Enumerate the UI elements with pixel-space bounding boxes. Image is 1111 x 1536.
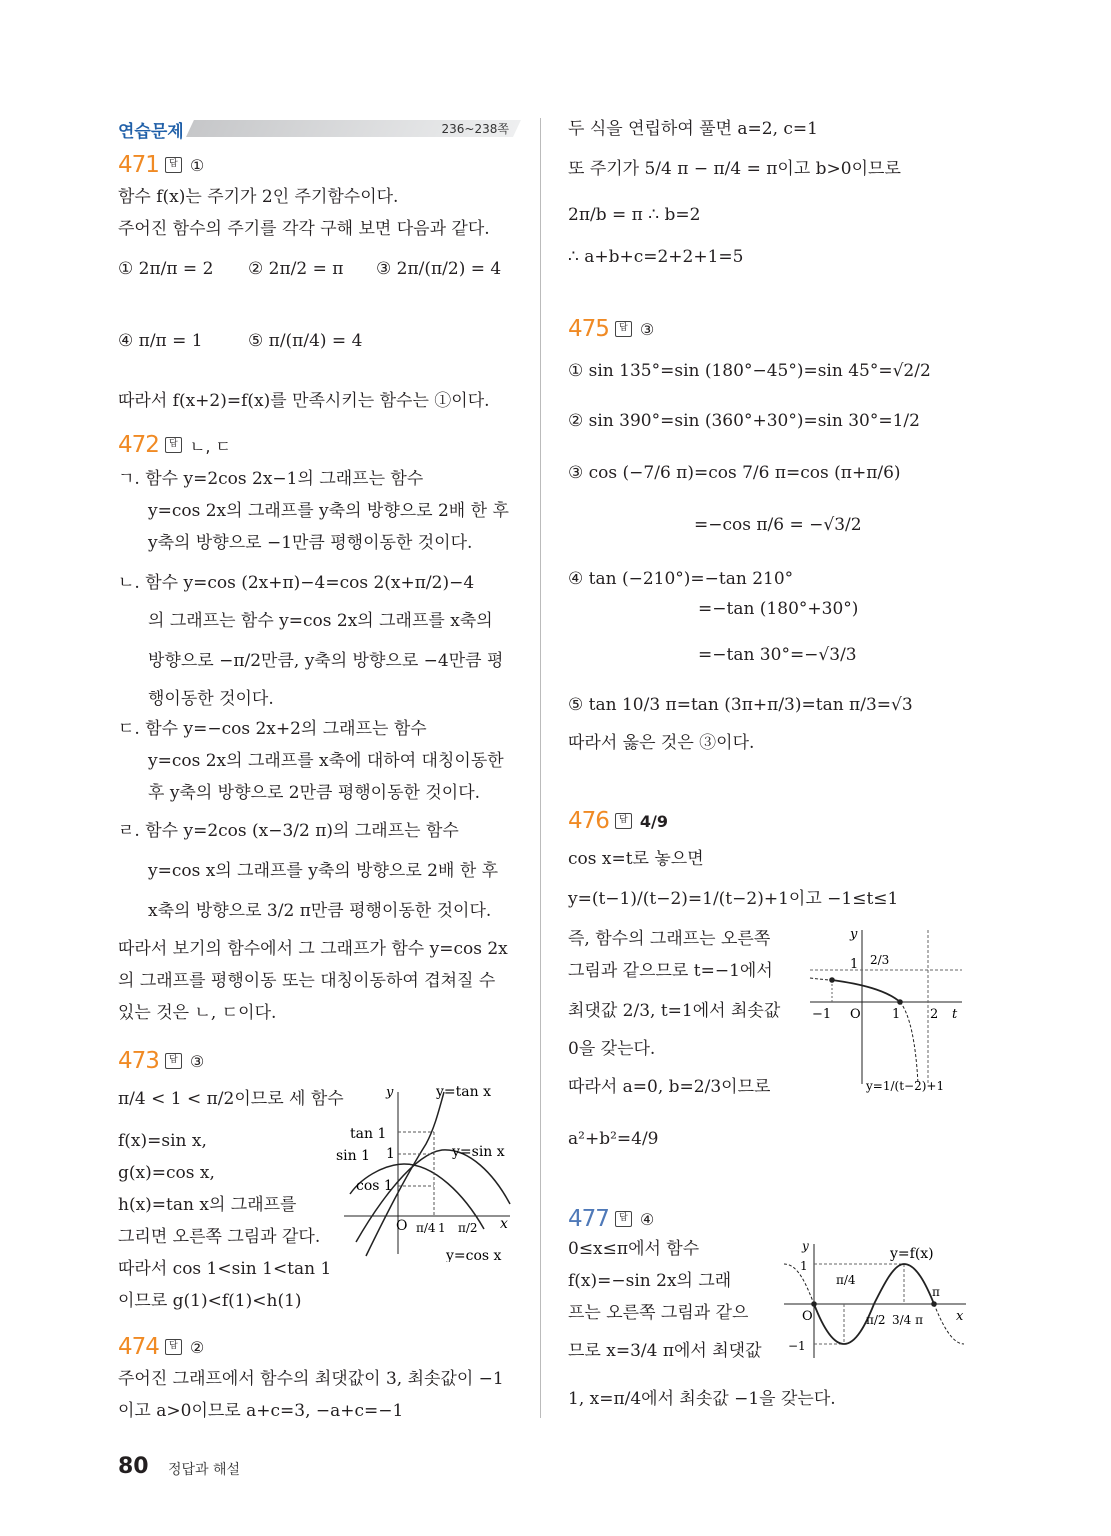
text-line: 있는 것은 ㄴ, ㄷ이다. [118, 1003, 277, 1023]
origin-label: O [802, 1309, 813, 1324]
text-line: 따라서 a=0, b=2/3이므로 [568, 1077, 771, 1097]
text-line: y=(t−1)/(t−2)=1/(t−2)+1이고 −1≤t≤1 [568, 889, 899, 909]
tan1-label: tan 1 [350, 1126, 387, 1142]
text-line: 2π/b = π ∴ b=2 [568, 205, 701, 225]
curve-dashed [900, 1002, 918, 1084]
text-line: ① sin 135°=sin (180°−45°)=sin 45°=√2/2 [568, 361, 931, 381]
text-line: y축의 방향으로 −1만큼 평행이동한 것이다. [148, 533, 473, 553]
text-line: π/4 < 1 < π/2이므로 세 함수 [118, 1089, 344, 1109]
answer: ③ [189, 1051, 205, 1071]
text-line: ③ cos (−7/6 π)=cos 7/6 π=cos (π+π/6) [568, 463, 901, 483]
text-line: ∴ a+b+c=2+2+1=5 [568, 247, 744, 267]
section-header [118, 117, 513, 142]
point [931, 1301, 937, 1307]
text-line: 이고 a>0이므로 a+c=3, −a+c=−1 [118, 1401, 404, 1421]
text-line: 1, x=π/4에서 최솟값 −1을 갖는다. [568, 1389, 836, 1409]
answer-tag-icon: 답 [615, 321, 632, 337]
answer-tag-icon: 답 [165, 437, 182, 453]
text-line: ㄱ. 함수 y=2cos 2x−1의 그래프는 함수 [118, 469, 424, 489]
text-line: 0≤x≤π에서 함수 [568, 1239, 700, 1259]
tan-label: y=tan x [436, 1084, 491, 1100]
pi34-label: 3/4 π [892, 1313, 924, 1327]
text-line: ㄴ. 함수 y=cos (2x+π)−4=cos 2(x+π/2)−4 [118, 573, 475, 593]
text-line: 의 그래프를 평행이동 또는 대칭이동하여 겹쳐질 수 [118, 971, 496, 991]
text-line: 최댓값 2/3, t=1에서 최솟값 [568, 1001, 781, 1021]
text-line: =−tan 30°=−√3/3 [698, 645, 857, 665]
text-line: ㄹ. 함수 y=2cos (x−3/2 π)의 그래프는 함수 [118, 821, 459, 841]
x-label: x [956, 1309, 964, 1324]
m1-label: −1 [812, 1007, 832, 1022]
column-divider [540, 118, 541, 1418]
text-line: 주어진 함수의 주기를 각각 구해 보면 다음과 같다. [118, 219, 490, 239]
text-line: ⑤ tan 10/3 π=tan (3π+π/3)=tan π/3=√3 [568, 695, 913, 715]
problem-number: 472 [118, 432, 159, 458]
text-line: 이므로 g(1)<f(1)<h(1) [118, 1291, 302, 1311]
one-label: 1 [386, 1146, 395, 1162]
answer-tag-icon: 답 [615, 1211, 632, 1227]
footer-label: 정답과 해설 [168, 1462, 241, 1478]
text-line: x축의 방향으로 3/2 π만큼 평행이동한 것이다. [148, 901, 492, 921]
answer: ㄴ, ㄷ [189, 436, 231, 456]
origin-label: O [396, 1218, 408, 1234]
problem-475-header [568, 316, 654, 342]
text-line: 따라서 f(x+2)=f(x)를 만족시키는 함수는 ①이다. [118, 391, 490, 411]
sin-label: y=sin x [452, 1144, 505, 1160]
page-number: 80 [118, 1454, 149, 1479]
cos-label: y=cos x [446, 1248, 502, 1262]
t-label: t [952, 1007, 958, 1022]
t1-label: 1 [892, 1007, 901, 1022]
text-line: 행이동한 것이다. [148, 689, 274, 709]
sin1-label: sin 1 [336, 1148, 371, 1164]
text-line: 주어진 그래프에서 함수의 최댓값이 3, 최솟값이 −1 [118, 1369, 504, 1389]
curve-dashed [810, 978, 832, 980]
problem-476-header [568, 808, 668, 834]
curve [832, 980, 900, 1002]
text-line: =−cos π/6 = −√3/2 [694, 515, 862, 535]
text-line: 그리면 오른쪽 그림과 같다. [118, 1227, 321, 1247]
x-axis-label: x [500, 1216, 508, 1232]
point [897, 999, 903, 1005]
text-line: ㄷ. 함수 y=−cos 2x+2의 그래프는 함수 [118, 719, 427, 739]
text-line: ② sin 390°=sin (360°+30°)=sin 30°=1/2 [568, 411, 920, 431]
text-line: y=cos 2x의 그래프를 y축의 방향으로 2배 한 후 [148, 501, 509, 521]
two-thirds-label: 2/3 [870, 953, 890, 967]
fx-label: y=f(x) [890, 1246, 934, 1262]
problem-472-header [118, 432, 231, 458]
text-line: 방향으로 −π/2만큼, y축의 방향으로 −4만큼 평 [148, 651, 504, 671]
text-line: 므로 x=3/4 π에서 최댓값 [568, 1341, 762, 1361]
problem-number: 471 [118, 152, 159, 178]
section-title: 연습문제 [118, 122, 184, 142]
option-line: ③ 2π/(π/2) = 4 [376, 259, 502, 279]
problem-number: 474 [118, 1334, 159, 1360]
problem-number: 473 [118, 1048, 159, 1074]
answer-tag-icon: 답 [165, 157, 182, 173]
pi4-label: π/4 [836, 1273, 856, 1287]
graph-476 [806, 924, 966, 1094]
page-range: 236~238쪽 [441, 122, 509, 136]
one-label: 1 [800, 1259, 808, 1273]
curve-label: y=1/(t−2)+1 [866, 1079, 945, 1093]
text-line: ④ tan (−210°)=−tan 210° [568, 569, 794, 589]
y-label: y [802, 1240, 809, 1253]
trig-graph-473 [334, 1084, 514, 1262]
problem-474-header [118, 1334, 204, 1360]
point [829, 977, 835, 983]
option-line: ② 2π/2 = π [248, 259, 344, 279]
text-line: f(x)=−sin 2x의 그래 [568, 1271, 732, 1291]
text-line: 함수 f(x)는 주기가 2인 주기함수이다. [118, 187, 399, 207]
problem-number: 477 [568, 1206, 609, 1232]
text-line: 따라서 cos 1<sin 1<tan 1 [118, 1259, 332, 1279]
graph-477 [780, 1240, 970, 1362]
text-line: 프는 오른쪽 그림과 같으 [568, 1303, 749, 1323]
text-line: h(x)=tan x의 그래프를 [118, 1195, 297, 1215]
answer: ④ [639, 1209, 655, 1229]
text-line: 후 y축의 방향으로 2만큼 평행이동한 것이다. [148, 783, 481, 803]
problem-number: 475 [568, 316, 609, 342]
answer: ② [189, 1337, 205, 1357]
m1-label: −1 [788, 1339, 806, 1353]
one-label: 1 [850, 957, 859, 972]
text-line: a²+b²=4/9 [568, 1129, 659, 1149]
text-line: cos x=t로 놓으면 [568, 849, 704, 869]
pi4-label: π/4 [416, 1221, 436, 1235]
answer-tag-icon: 답 [165, 1339, 182, 1355]
text-line: 따라서 옳은 것은 ③이다. [568, 733, 755, 753]
pi2-label: π/2 [866, 1313, 886, 1327]
text-line: 그림과 같으므로 t=−1에서 [568, 961, 773, 981]
option-line: ④ π/π = 1 [118, 331, 203, 351]
option-line: ① 2π/π = 2 [118, 259, 214, 279]
problem-477-header [568, 1206, 654, 1232]
t2-label: 2 [930, 1007, 939, 1022]
text-line: y=cos 2x의 그래프를 x축에 대하여 대칭이동한 [148, 751, 504, 771]
text-line: 즉, 함수의 그래프는 오른쪽 [568, 929, 771, 949]
answer: ③ [639, 319, 655, 339]
point [811, 1301, 817, 1307]
curve-dashed [784, 1264, 814, 1304]
answer-tag-icon: 답 [165, 1053, 182, 1069]
text-line: 또 주기가 5/4 π − π/4 = π이고 b>0이므로 [568, 159, 901, 179]
option-line: ⑤ π/(π/4) = 4 [248, 331, 363, 351]
problem-471-header [118, 152, 204, 178]
text-line: f(x)=sin x, [118, 1131, 207, 1151]
text-line: 두 식을 연립하여 풀면 a=2, c=1 [568, 119, 818, 139]
pi-label: π [932, 1285, 940, 1299]
text-line: 0을 갖는다. [568, 1039, 656, 1059]
text-line: =−tan (180°+30°) [698, 599, 859, 619]
answer: 4/9 [639, 811, 669, 831]
problem-473-header [118, 1048, 204, 1074]
cos1-label: cos 1 [356, 1178, 393, 1194]
text-line: 따라서 보기의 함수에서 그 그래프가 함수 y=cos 2x [118, 939, 508, 959]
origin-label: O [850, 1007, 861, 1022]
t1-label: 1 [438, 1221, 446, 1235]
text-line: y=cos x의 그래프를 y축의 방향으로 2배 한 후 [148, 861, 499, 881]
text-line: g(x)=cos x, [118, 1163, 215, 1183]
answer-tag-icon: 답 [615, 813, 632, 829]
y-axis-label: y [386, 1085, 394, 1100]
text-line: 의 그래프는 함수 y=cos 2x의 그래프를 x축의 [148, 611, 493, 631]
y-label: y [850, 927, 858, 942]
pi2-label: π/2 [458, 1221, 478, 1235]
answer: ① [189, 155, 205, 175]
problem-number: 476 [568, 808, 609, 834]
